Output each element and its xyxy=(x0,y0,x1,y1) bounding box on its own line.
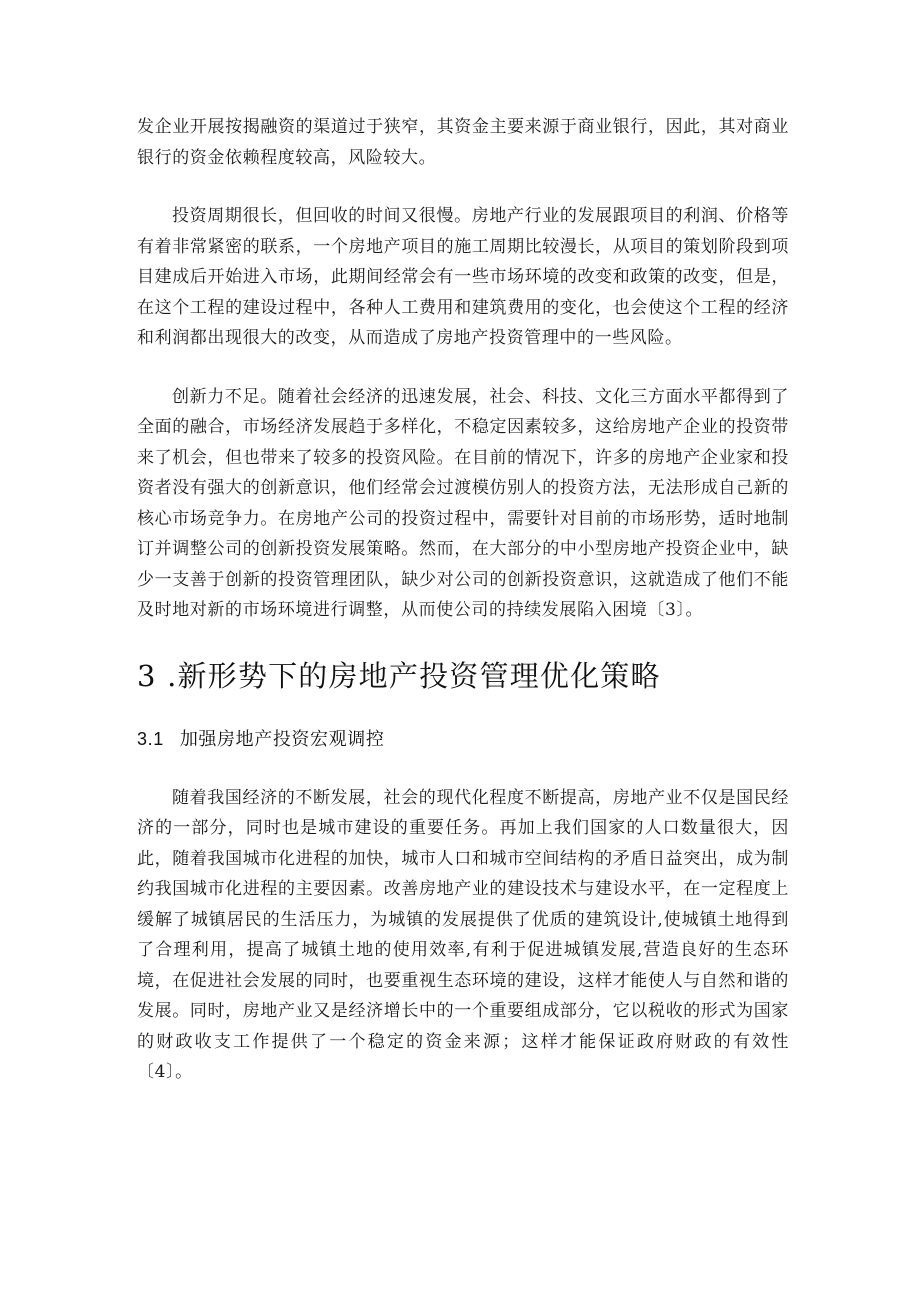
paragraph-macro-control: 随着我国经济的不断发展，社会的现代化程度不断提高，房地产业不仅是国民经济的一部分，同时也是城市建设的重要任务。再加上我们国家的人口数量很大，因此，随着我国城市化进程的加快，城市人口和城市空间结构的矛盾日益突出，成为制约我国城市化进程的主要因素。改善房地产业的建设技术与建设水平，在一定程度上缓解了城镇居民的生活压力，为城镇的发展提供了优质的建筑设计,使城镇土地得到了合理利用，提高了城镇土地的使用效率,有利于促进城镇发展,营造良好的生态环境，在促进社会发展的同时，也要重视生态环境的建设，这样才能使人与自然和谐的发展。同时，房地产业又是经济增长中的一个重要组成部分，它以税收的形式为国家的财政收支工作提供了一个稳定的资金来源；这样才能保证政府财政的有效性〔4〕。 xyxy=(137,787,789,1082)
document-page xyxy=(137,112,789,1116)
subsection-number: 3.1 xyxy=(137,728,164,749)
section-title: 3 .新形势下的房地产投资管理优化策略 xyxy=(137,658,661,693)
subsection-text: 加强房地产投资宏观调控 xyxy=(179,728,385,750)
paragraph-innovation: 创新力不足。随着社会经济的迅速发展，社会、科技、文化三方面水平都得到了全面的融合，市场经济发展趋于多样化，不稳定因素较多，这给房地产企业的投资带来了机会，但也带来了较多的投资风险。在目前的情况下，许多的房地产企业家和投资者没有强大的创新意识，他们经常会过渡模仿别人的投资方法，无法形成自己新的核心市场竞争力。在房地产公司的投资过程中，需要针对目前的市场形势，适时地制订并调整公司的创新投资发展策略。然而，在大部分的中小型房地产投资企业中，缺少一支善于创新的投资管理团队，缺少对公司的创新投资意识，这就造成了他们不能及时地对新的市场环境进行调整，从而使公司的持续发展陷入困境〔3〕。 xyxy=(137,386,789,620)
paragraph-continuation: 发企业开展按揭融资的渠道过于狭窄，其资金主要来源于商业银行，因此，其对商业银行的资金依赖程度较高，风险较大。 xyxy=(137,117,789,168)
paragraph-investment-cycle: 投资周期很长，但回收的时间又很慢。房地产行业的发展跟项目的利润、价格等有着非常紧密的联系，一个房地产项目的施工周期比较漫长，从项目的策划阶段到项目建成后开始进入市场，此期间经常会有一些市场环境的改变和政策的改变，但是，在这个工程的建设过程中，各种人工费用和建筑费用的变化，也会使这个工程的经济和利润都出现很大的改变，从而造成了房地产投资管理中的一些风险。 xyxy=(137,206,789,348)
subsection-title xyxy=(137,724,789,755)
